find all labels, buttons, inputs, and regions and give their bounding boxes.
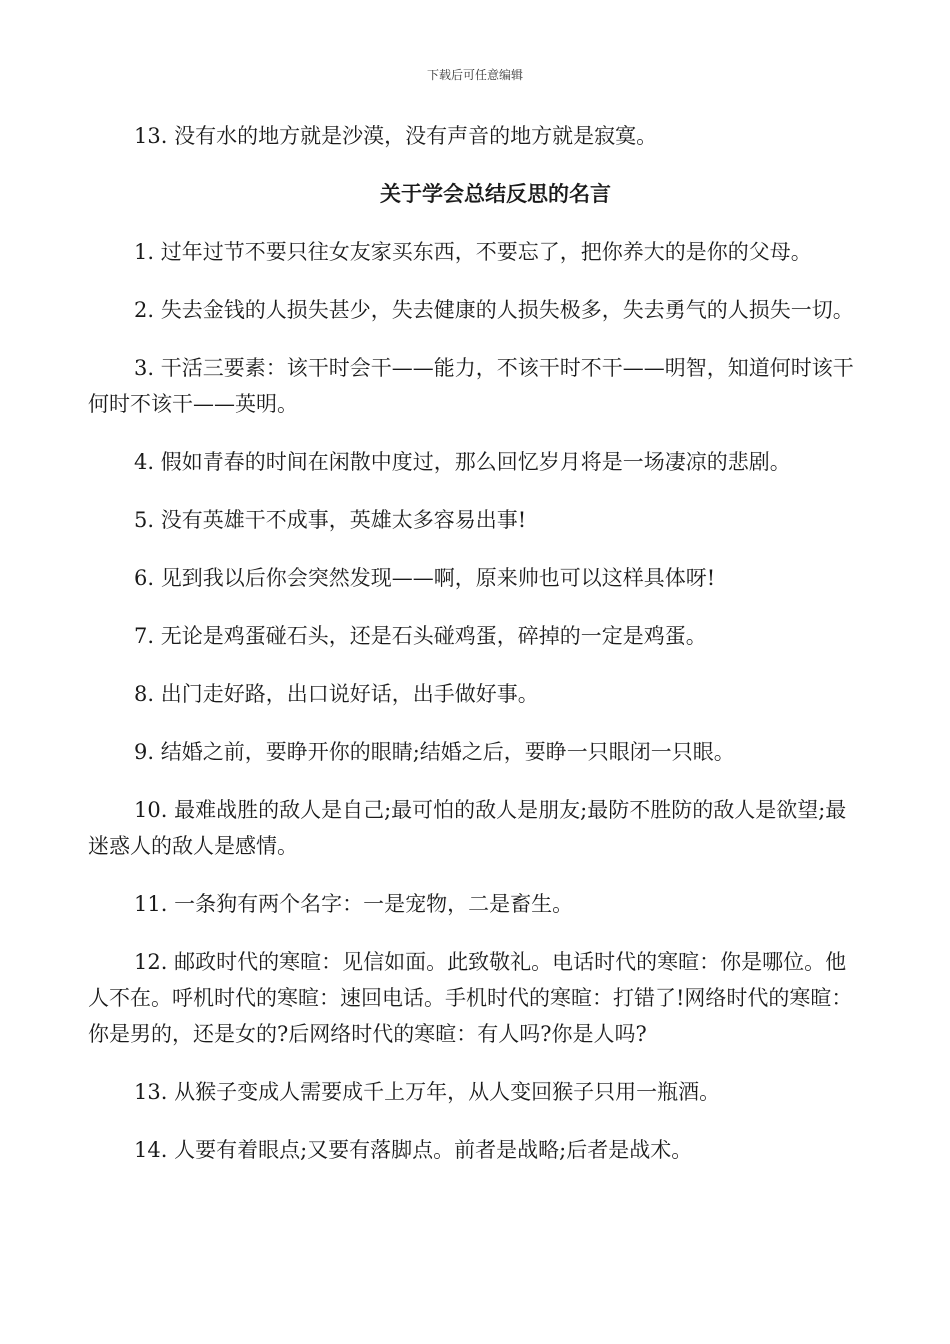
quote-item: 8. 出门走好路，出口说好话，出手做好事。 xyxy=(134,682,539,706)
quote-item: 11. 一条狗有两个名字：一是宠物，二是畜生。 xyxy=(134,892,574,916)
quote-item: 9. 结婚之前，要睁开你的眼睛;结婚之后，要睁一只眼闭一只眼。 xyxy=(134,740,735,764)
quote-item: 13. 从猴子变成人需要成千上万年，从人变回猴子只用一瓶酒。 xyxy=(134,1080,721,1104)
section-heading: 关于学会总结反思的名言 xyxy=(380,181,611,206)
quote-item: 5. 没有英雄干不成事，英雄太多容易出事! xyxy=(134,508,527,532)
quote-item: 12. 邮政时代的寒暄：见信如面。此致敬礼。电话时代的寒暄：你是哪位。他人不在。呼机时代的寒暄：速回电话。手机时代的寒暄：打错了!网络时代的寒暄：你是男的，还是女的?后网络时代的寒暄：有人吗?你是人吗? xyxy=(88,950,853,1046)
quote-item: 6. 见到我以后你会突然发现——啊，原来帅也可以这样具体呀! xyxy=(134,566,716,590)
page-header: 下载后可任意编辑 xyxy=(426,68,523,82)
document-body xyxy=(88,118,863,1168)
lead-quote: 13. 没有水的地方就是沙漠，没有声音的地方就是寂寞。 xyxy=(134,124,658,148)
quote-item: 14. 人要有着眼点;又要有落脚点。前者是战略;后者是战术。 xyxy=(134,1138,693,1162)
quote-item: 7. 无论是鸡蛋碰石头，还是石头碰鸡蛋，碎掉的一定是鸡蛋。 xyxy=(134,624,707,648)
quote-item: 4. 假如青春的时间在闲散中度过，那么回忆岁月将是一场凄凉的悲剧。 xyxy=(134,450,791,474)
quote-item: 1. 过年过节不要只往女友家买东西，不要忘了，把你养大的是你的父母。 xyxy=(134,240,812,264)
quote-item: 10. 最难战胜的敌人是自己;最可怕的敌人是朋友;最防不胜防的敌人是欲望;最迷惑人的敌人是感情。 xyxy=(88,798,847,858)
quote-item: 3. 干活三要素：该干时会干——能力，不该干时不干——明智，知道何时该干何时不该干——英明。 xyxy=(88,356,854,416)
quote-list xyxy=(88,212,863,1168)
quote-item: 2. 失去金钱的人损失甚少，失去健康的人损失极多，失去勇气的人损失一切。 xyxy=(134,298,854,322)
